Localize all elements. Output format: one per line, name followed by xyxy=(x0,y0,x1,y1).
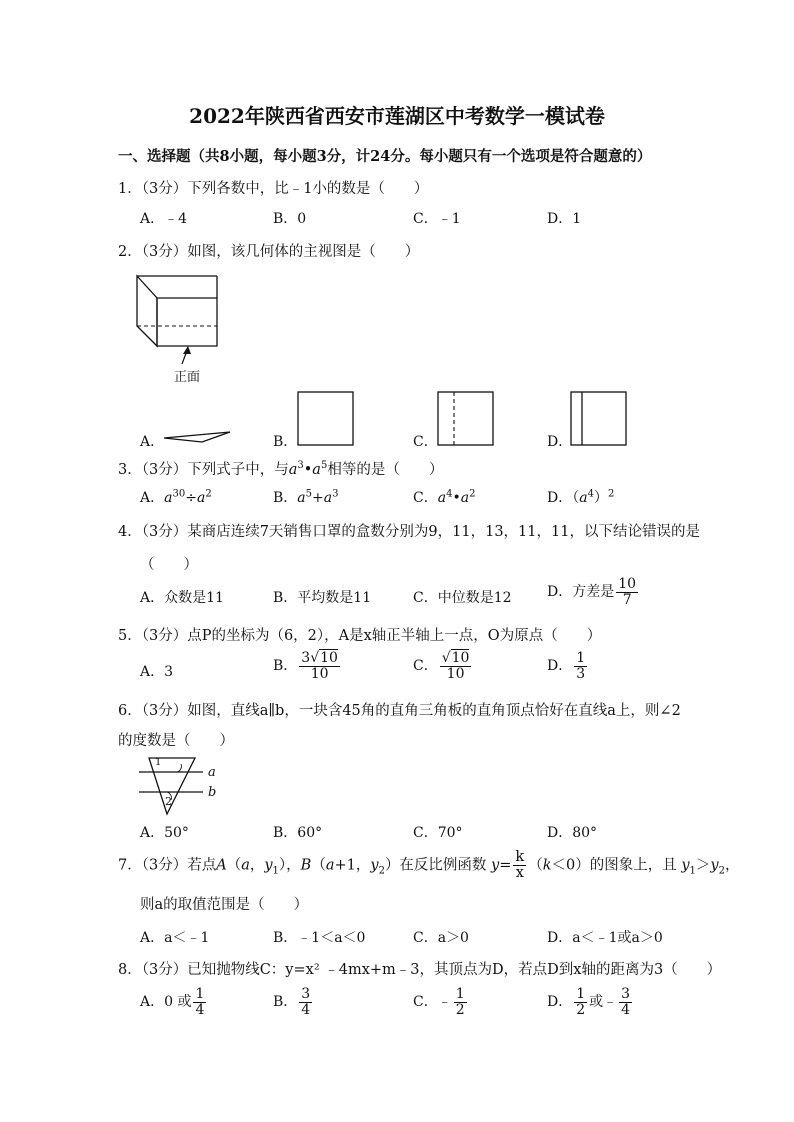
q7-option-b: B．﹣1＜a＜0 xyxy=(273,930,366,946)
line-b-label: b xyxy=(208,785,217,800)
question-5: 5．（3分）点P的坐标为（6，2），A是x轴正半轴上一点，O为原点（ ） xyxy=(118,628,602,644)
q7-option-d: D．a＜﹣1或a＞0 xyxy=(547,930,663,946)
q7-option-a: A．a＜﹣1 xyxy=(140,930,210,946)
prism-figure xyxy=(135,268,235,363)
q6-option-a: A．50° xyxy=(140,825,189,841)
q4-option-d-label: D．方差是 xyxy=(547,584,615,601)
question-7-line2: 则a的取值范围是（ ） xyxy=(140,897,309,913)
q7-option-c: C．a＞0 xyxy=(413,930,469,946)
option-a-triangle xyxy=(162,429,234,443)
q1-option-b: B．0 xyxy=(273,211,307,227)
option-d-square-solid xyxy=(570,391,628,447)
q6-option-d: D．80° xyxy=(547,825,598,841)
q3-option-b: B．$a^5+a^3$ xyxy=(273,488,339,506)
question-7-line1: 7．（3分）若点A（a，$y_1$），B（a+1，$y_2$）在反比例函数 y= $\frac{k}{x}$ （k＜0）的图象上，且 $y_1>y_2$， xyxy=(118,849,740,882)
page-title: 2022年陕西省西安市莲湖区中考数学一模试卷 xyxy=(189,104,605,128)
q3-stem-pre: 3．（3分）下列式子中，与 xyxy=(118,462,289,478)
q3-option-c: C．$a^4•a^2$ xyxy=(413,488,476,506)
q8-option-b: B． $\frac{3}{4}$ xyxy=(273,986,311,1018)
q4-option-c: C．中位数是12 xyxy=(413,590,512,606)
q4-option-b: B．平均数是11 xyxy=(273,590,372,606)
q8-option-d: D． $\frac{1}{2}$ 或﹣ $\frac{3}{4}$ xyxy=(547,986,631,1018)
q5-option-a: A．3 xyxy=(140,664,174,680)
question-2: 2．（3分）如图，该几何体的主视图是（ ） xyxy=(118,244,420,260)
q6-option-c: C．70° xyxy=(413,825,463,841)
q3-stem-post: 相等的是（ ） xyxy=(327,462,444,478)
q5-option-c: C． $\frac{√10}{10}$ xyxy=(413,650,470,682)
q5-option-d: D． $\frac{1}{3}$ xyxy=(547,650,586,682)
q4-option-d xyxy=(547,577,640,607)
q4-option-a: A．众数是11 xyxy=(140,590,224,606)
q6-option-b: B．60° xyxy=(273,825,323,841)
front-label: 正面 xyxy=(174,370,201,385)
question-6-line2: 的度数是（ ） xyxy=(118,733,234,749)
q5-option-b-label: B． xyxy=(273,658,298,675)
q2-option-b: B． xyxy=(273,434,298,450)
line-a-label: a xyxy=(208,765,216,780)
q2-option-d: D． xyxy=(547,434,573,450)
q4-d-denominator: 7 xyxy=(622,591,632,608)
angle-1-label: 1 xyxy=(155,757,162,768)
q1-option-a: A．﹣4 xyxy=(140,211,188,227)
question-4-line2: （ ） xyxy=(140,557,198,573)
option-b-square xyxy=(297,391,355,447)
option-c-square-dashed xyxy=(437,391,495,447)
q4-d-numerator: 10 xyxy=(618,576,637,592)
q5-option-b: B． $\frac{3√10}{10}$ xyxy=(273,650,338,682)
question-1: 1．（3分）下列各数中，比﹣1小的数是（ ） xyxy=(118,181,429,197)
q8-option-a: A．0 或 $\frac{1}{4}$ xyxy=(140,986,205,1018)
q2-option-c: C． xyxy=(413,434,438,450)
q3-option-d: D．$(a^4)^2$ xyxy=(547,488,615,506)
q2-option-a: A． xyxy=(140,434,165,450)
q5-option-c-label: C． xyxy=(413,658,438,675)
question-8: 8．（3分）已知抛物线C：y=x² ﹣4mx+m﹣3，其顶点为D，若点D到x轴的距离为3（ ） xyxy=(118,962,722,978)
section-heading: 一、选择题（共8小题，每小题3分，计24分。每小题只有一个选项是符合题意的） xyxy=(118,148,652,165)
question-6-line1: 6．（3分）如图，直线a∥b，一块含45角的直角三角板的直角顶点恰好在直线a上，则∠2 xyxy=(118,703,681,719)
q3-option-a: A．$a^{30}\div a^2$ xyxy=(140,488,212,506)
q1-option-c: C．﹣1 xyxy=(413,211,461,227)
q5-option-d-label: D． xyxy=(547,658,573,675)
angle-2-label: 2 xyxy=(165,795,172,808)
q8-option-c: C．﹣ $\frac{1}{2}$ xyxy=(413,986,465,1018)
question-4-line1: 4．（3分）某商店连续7天销售口罩的盒数分别为9，11，13，11，11，以下结论错误的是 xyxy=(118,524,700,540)
q1-option-d: D．1 xyxy=(547,211,582,227)
question-3: 3．（3分）下列式子中，与$a^3•a^5$相等的是（ ） xyxy=(118,460,444,478)
